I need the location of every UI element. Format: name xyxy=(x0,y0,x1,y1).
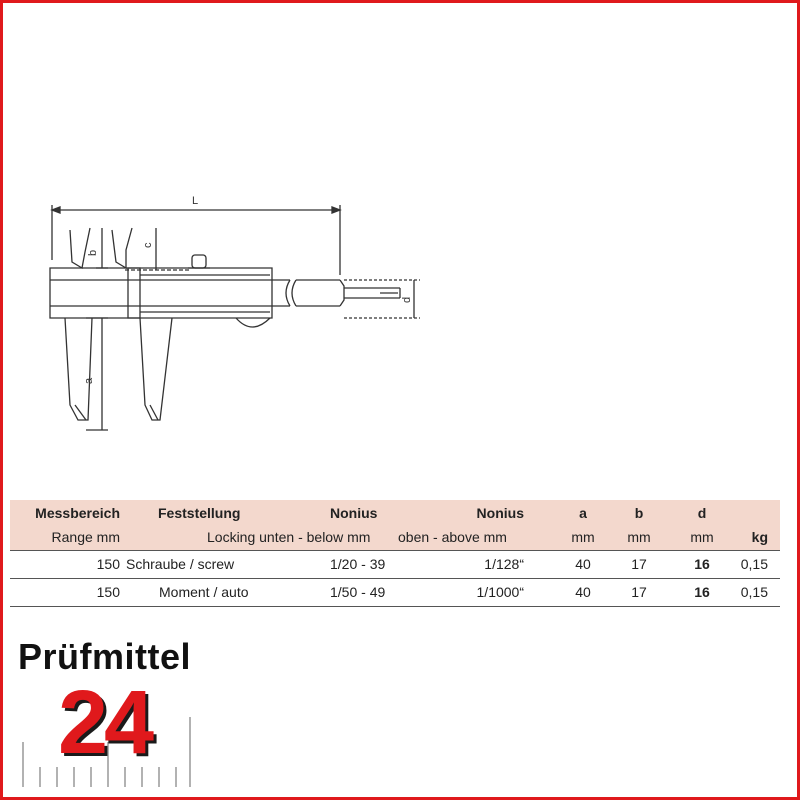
col-subheader-b: mm xyxy=(627,529,651,545)
sliding-jaw-upper xyxy=(112,228,132,268)
label-L: L xyxy=(192,195,199,207)
spec-table xyxy=(10,500,780,607)
beam-end xyxy=(340,280,344,306)
label-a: a xyxy=(83,377,95,384)
table-row xyxy=(10,551,780,579)
col-header-locking: Feststellung xyxy=(158,505,241,521)
table-header-row-1 xyxy=(10,500,780,526)
cell-nonius-above: 1/1000“ xyxy=(476,584,524,600)
label-c: c xyxy=(142,242,154,248)
fixed-jaw-upper xyxy=(70,228,90,268)
cell-range: 150 xyxy=(96,556,120,572)
table-row xyxy=(10,579,780,607)
cell-a: 40 xyxy=(575,584,591,600)
cell-d: 16 xyxy=(694,556,710,572)
cell-kg: 0,15 xyxy=(740,584,768,600)
fixed-jaw-lower xyxy=(65,318,92,420)
brand-logo-number: 24 xyxy=(58,673,151,773)
beam-break-right xyxy=(292,280,296,306)
cell-locking: Moment / auto xyxy=(159,584,249,600)
arrow-L-right xyxy=(332,207,340,213)
fixed-jaw-body xyxy=(50,268,140,318)
cell-a: 40 xyxy=(575,556,591,572)
label-d: d xyxy=(401,296,413,303)
col-header-a: a xyxy=(579,505,587,521)
cell-nonius-above: 1/128“ xyxy=(484,556,524,572)
col-header-d: d xyxy=(697,505,707,521)
cell-b: 17 xyxy=(631,584,647,600)
beam-break-left xyxy=(286,280,290,306)
cell-locking: Schraube / screw xyxy=(126,556,235,572)
col-header-nonius-below: Nonius xyxy=(330,505,378,521)
cell-nonius-below: 1/50 - 49 xyxy=(330,584,386,600)
col-subheader-nonius-above: oben - above mm xyxy=(398,529,507,545)
cell-b: 17 xyxy=(631,556,647,572)
col-subheader-a: mm xyxy=(571,529,595,545)
cell-kg: 0,15 xyxy=(740,556,768,572)
brand-logo-name: Prüfmittel xyxy=(18,636,192,677)
col-subheader-d: mm xyxy=(690,529,714,545)
col-subheader-kg: kg xyxy=(751,529,768,545)
col-subheader-range: Range mm xyxy=(51,529,120,545)
thumb-roller xyxy=(236,318,270,327)
col-header-nonius-above: Nonius xyxy=(476,505,524,521)
col-header-range: Messbereich xyxy=(35,505,120,521)
arrow-L-left xyxy=(52,207,60,213)
cell-nonius-below: 1/20 - 39 xyxy=(330,556,386,572)
sliding-jaw-lower xyxy=(140,318,172,420)
cell-d: 16 xyxy=(694,584,710,600)
locking-screw xyxy=(192,255,206,268)
label-b: b xyxy=(87,249,99,256)
cell-range: 150 xyxy=(96,584,120,600)
col-header-b: b xyxy=(634,505,644,521)
col-subheader-locking: Locking unten - below mm xyxy=(207,529,371,545)
table-header-row-2 xyxy=(10,526,780,551)
